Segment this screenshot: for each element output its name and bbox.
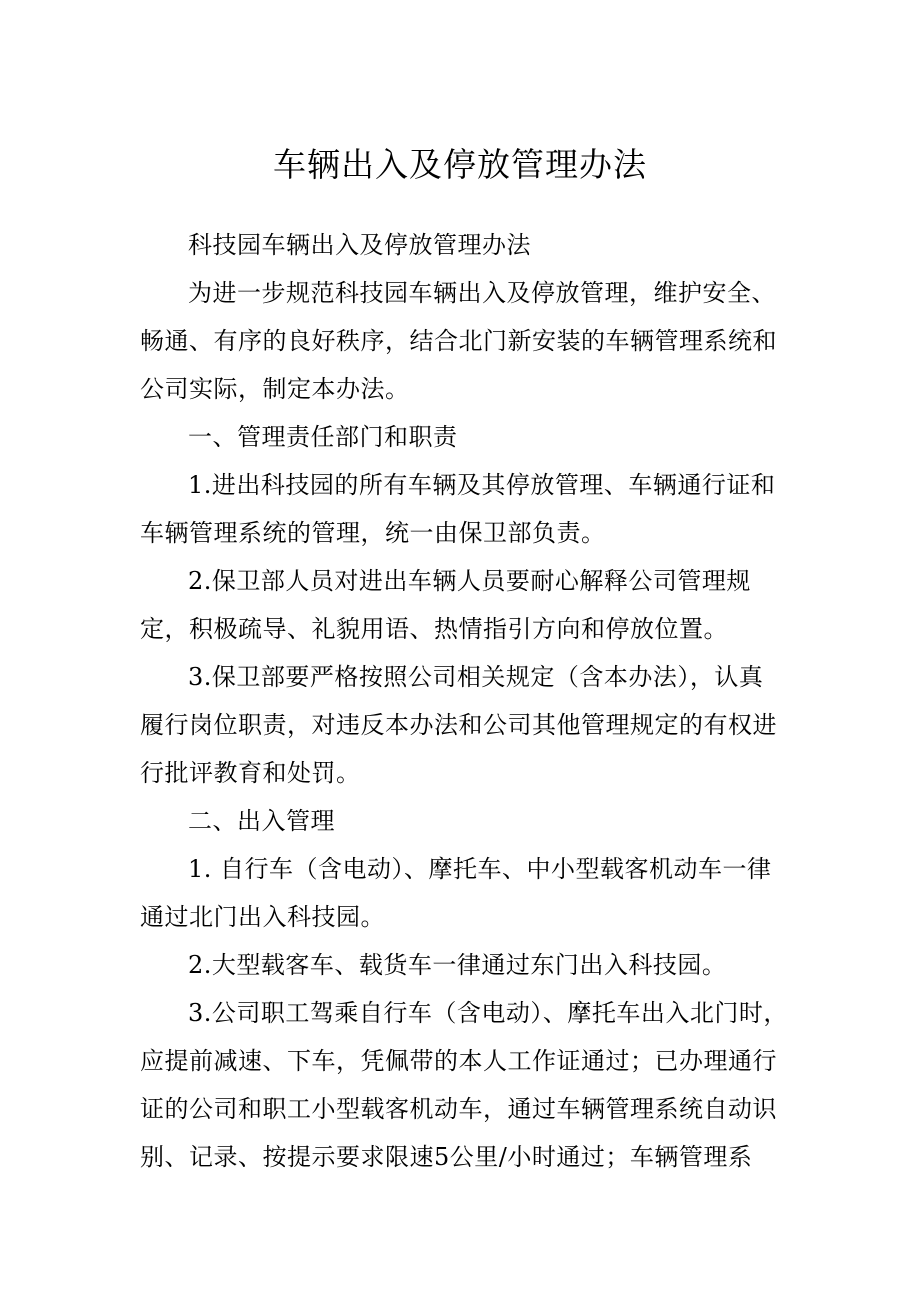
paragraph [140, 653, 790, 797]
text-line: 车辆管理系统的管理，统一由保卫部负责。 [140, 519, 606, 547]
text-line: 应提前减速、下车，凭佩带的本人工作证通过；已办理通行 [140, 1047, 777, 1075]
text-line: 公司实际，制定本办法。 [140, 375, 410, 403]
text-line: 行批评教育和处罚。 [140, 759, 361, 787]
text-line: 3.保卫部要严格按照公司相关规定（含本办法），认真 [188, 663, 764, 691]
text-line: 科技园车辆出入及停放管理办法 [188, 231, 531, 259]
document-body [140, 221, 790, 1181]
text-line: 证的公司和职工小型载客机动车，通过车辆管理系统自动识 [140, 1095, 777, 1123]
text-line: 通过北门出入科技园。 [140, 903, 385, 931]
text-line: 履行岗位职责，对违反本办法和公司其他管理规定的有权进 [140, 711, 777, 739]
paragraph [140, 221, 790, 269]
text-line: 1.进出科技园的所有车辆及其停放管理、车辆通行证和 [188, 471, 776, 499]
text-line: 定，积极疏导、礼貌用语、热情指引方向和停放位置。 [140, 615, 728, 643]
paragraph [140, 461, 790, 557]
paragraph [140, 557, 790, 653]
document-title: 车辆出入及停放管理办法 [273, 145, 647, 184]
text-line: 别、记录、按提示要求限速5公里/小时通过；车辆管理系 [140, 1143, 753, 1171]
text-line: 3.公司职工驾乘自行车（含电动）、摩托车出入北门时， [188, 999, 788, 1027]
paragraph [140, 989, 790, 1181]
paragraph [140, 797, 790, 845]
paragraph [140, 941, 790, 989]
text-line: 2.保卫部人员对进出车辆人员要耐心解释公司管理规 [188, 567, 751, 595]
text-line: 2.大型载客车、载货车一律通过东门出入科技园。 [188, 951, 727, 979]
text-line: 1. 自行车（含电动）、摩托车、中小型载客机动车一律 [188, 855, 772, 883]
text-line: 一、管理责任部门和职责 [188, 423, 458, 451]
text-line: 为进一步规范科技园车辆出入及停放管理，维护安全、 [188, 279, 776, 307]
paragraph [140, 845, 790, 941]
text-line: 畅通、有序的良好秩序，结合北门新安装的车辆管理系统和 [140, 327, 777, 355]
text-line: 二、出入管理 [188, 807, 335, 835]
paragraph [140, 413, 790, 461]
paragraph [140, 269, 790, 413]
